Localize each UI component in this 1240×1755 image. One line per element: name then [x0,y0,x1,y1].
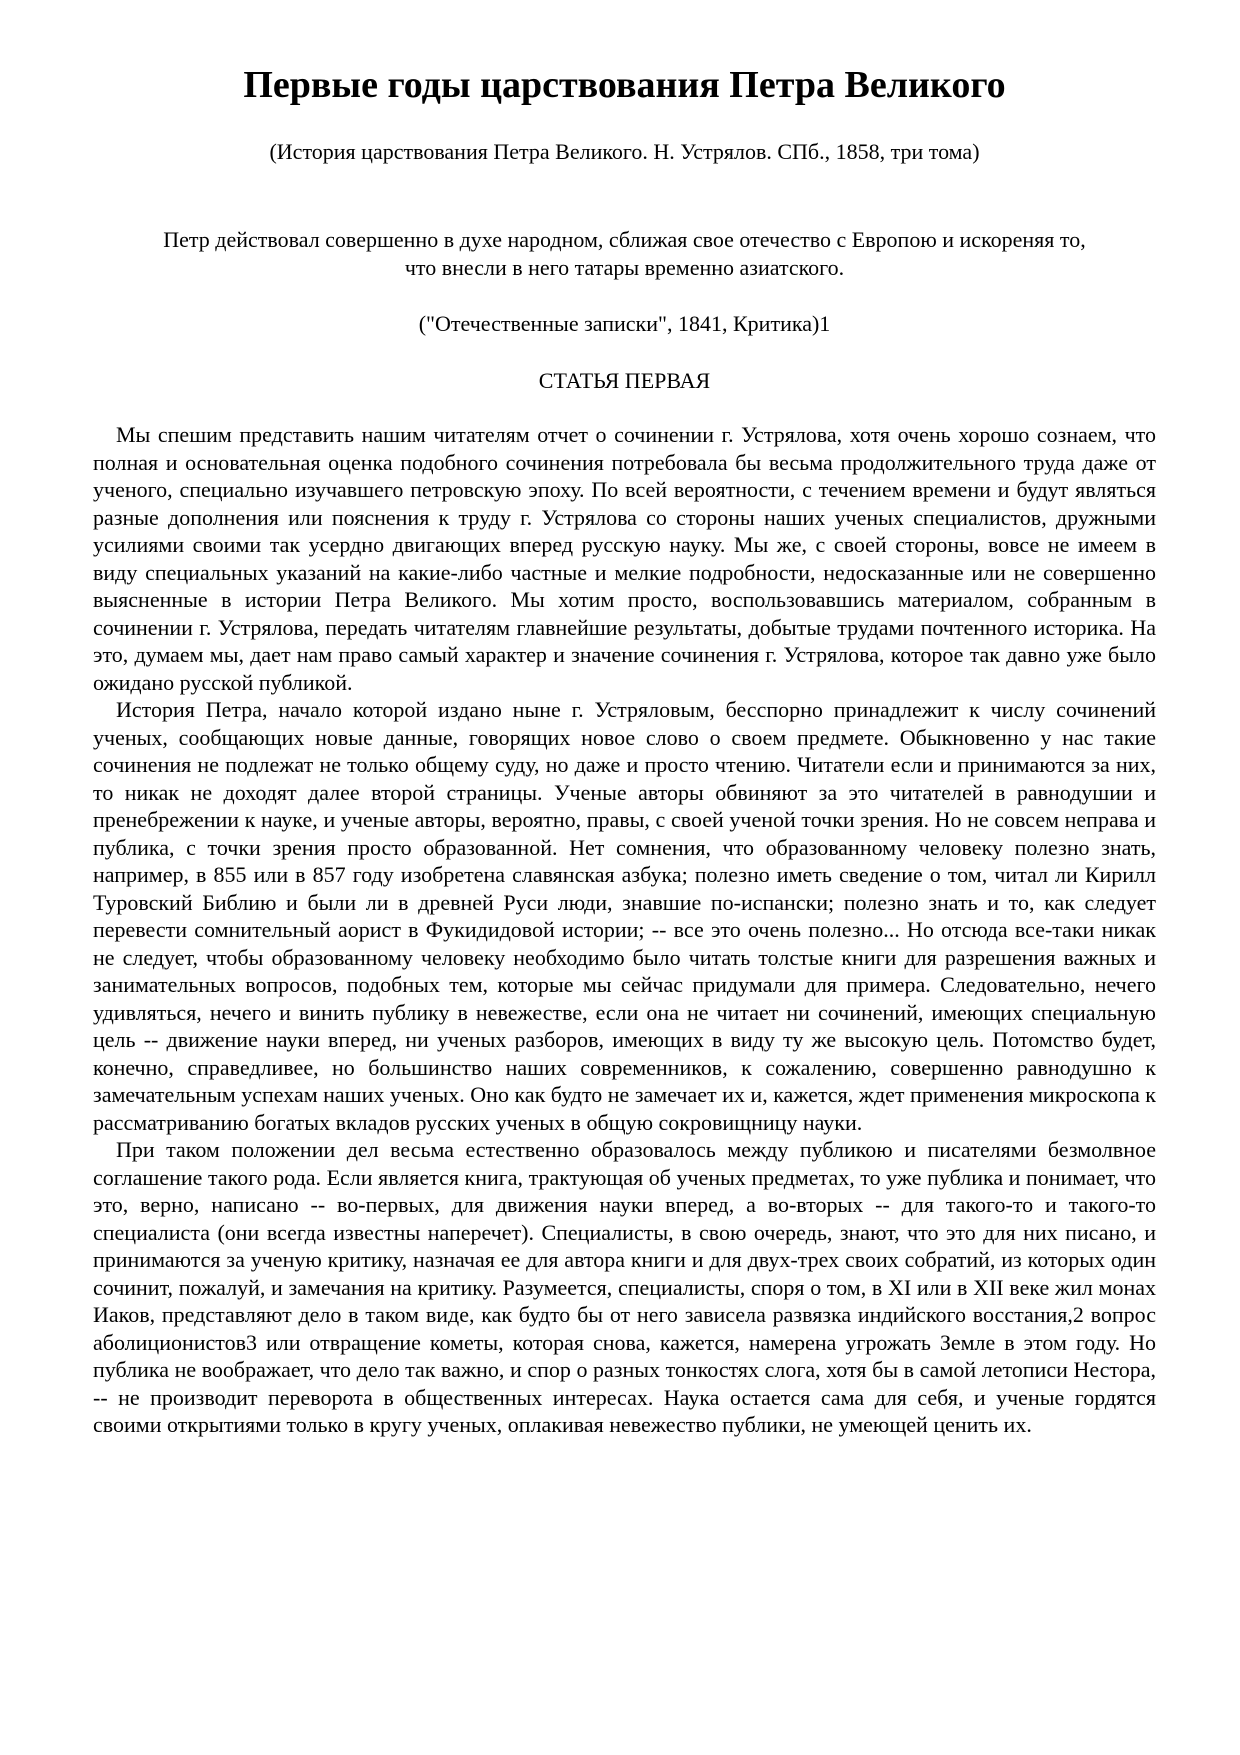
epigraph-line-1: Петр действовал совершенно в духе народном, сближая свое отечество с Европою и искореняя то, [163,227,1086,252]
body-text [93,421,1156,1439]
epigraph [93,226,1156,282]
paragraph-1: Мы спешим представить нашим читателям отчет о сочинении г. Устрялова, хотя очень хорошо сознаем, что полная и основательная оценка подобного сочинения потребовала бы весьма продолжительного труда даже от ученого, специально изучавшего петровскую эпоху. По всей вероятности, с течением времени и будут являться разные дополнения или пояснения к труду г. Устрялова со стороны наших ученых специалистов, дружными усилиями своими так усердно двигающих вперед русскую науку. Мы же, с своей стороны, вовсе не имеем в виду специальных указаний на какие-либо частные и мелкие подробности, недосказанные или не совершенно выясненные в истории Петра Великого. Мы хотим просто, воспользовавшись материалом, собранным в сочинении г. Устрялова, передать читателям главнейшие результаты, добытые трудами почтенного историка. На это, думаем мы, дает нам право самый характер и значение сочинения г. Устрялова, которое так давно уже было ожидано русской публикой. [93,422,1156,695]
document-page [93,60,1156,1439]
document-subtitle: (История царствования Петра Великого. Н. Устрялов. СПб., 1858, три тома) [269,139,980,164]
epigraph-source: ("Отечественные записки", 1841, Критика)1 [418,311,831,336]
paragraph-2: История Петра, начало которой издано ныне г. Устряловым, бесспорно принадлежит к числу сочинений ученых, сообщающих новые данные, говорящих новое слово о своем предмете. Обыкновенно у нас такие сочинения не подлежат не только общему суду, но даже и просто чтению. Читатели если и принимаются за них, то никак не доходят далее второй страницы. Ученые авторы обвиняют за это читателей в равнодушии и пренебрежении к науке, и ученые авторы, вероятно, правы, с своей ученой точки зрения. Но не совсем неправа и публика, с точки зрения просто образованной. Нет сомнения, что образованному человеку полезно знать, например, в 855 или в 857 году изобретена славянская азбука; полезно иметь сведение о том, читал ли Кирилл Туровский Библию и были ли в древней Руси люди, знавшие по-испански; полезно знать и то, как следует перевести сомнительный аорист в Фукидидовой истории; -- все это очень полезно... Но отсюда все-таки никак не следует, чтобы образованному человеку необходимо было читать толстые книги для разрешения важных и занимательных вопросов, подобных тем, которые мы сейчас придумали для примера. Следовательно, нечего удивляться, нечего и винить публику в невежестве, если она не читает ни сочинений, имеющих специальную цель -- движение науки вперед, ни ученых разборов, имеющих в виду ту же высокую цель. Потомство будет, конечно, справедливее, но большинство наших современников, к сожалению, совершенно равнодушно к замечательным успехам наших ученых. Оно как будто не замечает их и, кажется, ждет применения микроскопа к рассматриванию богатых вкладов русских ученых в общую сокровищницу науки. [93,697,1156,1135]
paragraph-3: При таком положении дел весьма естественно образовалось между публикою и писателями безмолвное соглашение такого рода. Если является книга, трактующая об ученых предметах, то уже публика и понимает, что это, верно, написано -- во-первых, для движения науки вперед, а во-вторых -- для такого-то и такого-то специалиста (они всегда известны наперечет). Специалисты, в свою очередь, знают, что это для них писано, и принимаются за ученую критику, назначая ее для автора книги и для двух-трех своих собратий, из которых один сочинит, пожалуй, и замечания на критику. Разумеется, специалисты, споря о том, в XI или в XII веке жил монах Иаков, представляют дело в таком виде, как будто бы от него зависела развязка индийского восстания,2 вопрос аболиционистов3 или отвращение кометы, которая снова, кажется, намерена угрожать Земле в этом году. Но публика не воображает, что дело так важно, и спор о разных тонкостях слога, хотя бы в самой летописи Нестора, -- не производит переворота в общественных интересах. Наука остается сама для себя, и ученые гордятся своими открытиями только в кругу ученых, оплакивая невежество публики, не умеющей ценить их. [93,1137,1156,1437]
section-title: СТАТЬЯ ПЕРВАЯ [538,368,711,393]
epigraph-line-2: что внесли в него татары временно азиатского. [404,255,845,280]
document-title: Первые годы царствования Петра Великого [243,64,1006,106]
